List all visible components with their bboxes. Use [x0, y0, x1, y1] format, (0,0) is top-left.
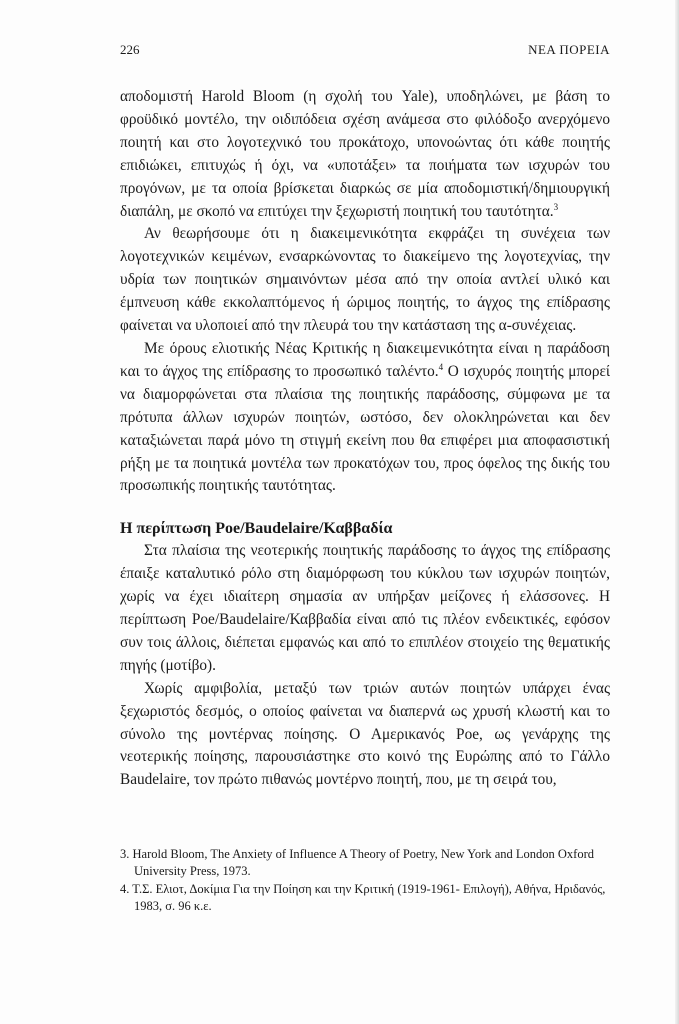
running-head: [120, 42, 610, 60]
paragraph: [120, 678, 610, 793]
paragraph-text: Ο ισχυρός ποιητής μπορεί να διαμορφώνεται στα πλαίσια της ποιητικής παράδοσης, σύμφωνα με τα πρότυπα άλλων ισχυρών ποιητών, ωστόσο, δεν ολοκληρώνεται και δεν καταξιώνεται παρά μόνο τη στιγμή εκείνη που θα επιφέρει μια αποφασιστική ρήξη με τα ποιητικά μοντέλα των προκατόχων του, προς όφελος της δικής του προσωπικής ποιητικής ταυτότητας.: [120, 362, 610, 495]
page-edge-shadow: [675, 0, 679, 1024]
section-heading-prefix: Η περίπτωση: [120, 520, 216, 538]
paragraph: [120, 540, 610, 677]
paragraph: [120, 223, 610, 338]
footnotes: [120, 846, 610, 916]
paragraph-text: Αν θεωρήσουμε ότι η διακειμενικότητα εκφράζει τη συνέχεια των λογοτεχνικών κειμένων, ενσαρκώνοντας το διακείμενο της λογοτεχνίας, την υδρία των ποιητικών σημαινόντων μέσα από την οποία αντλεί υλικό και έμπνευση κάθε εκκολαπτόμενος ή ώριμος ποιητής, το άγχος της επίδρασης φαίνεται να υλοποιεί από την πλευρά του την κατάσταση της α-συνέχειας.: [120, 225, 610, 335]
footnote-ref: 4: [438, 361, 444, 372]
paragraph-continued: [120, 86, 610, 223]
section-heading: [120, 518, 610, 540]
paragraph-text: Χωρίς αμφιβολία, μεταξύ των τριών αυτών ποιητών υπάρχει ένας ξεχωριστός δεσμός, ο οποίος φαίνεται να διαπερνά ως χρυσή κλωστή και το σύνολο της μοντέρνας ποίησης. Ο Αμερικανός Poe, ως γενάρχης της νεοτερικής ποίησης, παρουσιάστηκε στο κοινό της Ευρώπης από το Γάλλο Baudelaire, τον πρώτο πιθανώς μοντέρνο ποιητή, που, με τη σειρά του,: [120, 679, 610, 789]
footnote: 4. Τ.Σ. Ελιοτ, Δοκίμια Για την Ποίηση και την Κριτική (1919-1961- Επιλογή), Αθήνα, Ηριδανός, 1983, σ. 96 κ.ε.: [120, 882, 606, 913]
footnote-ref: 3: [553, 201, 559, 212]
body-text: [120, 86, 610, 792]
footnote: 3. Harold Bloom, The Anxiety of Influence A Theory of Poetry, New York and London Oxford University Press, 1973.: [120, 847, 595, 878]
paragraph-text: Στα πλαίσια της νεοτερικής ποιητικής παράδοσης το άγχος της επίδρασης έπαιξε καταλυτικό ρόλο στη διαμόρφωση του κύκλου των ισχυρών ποιητών, χωρίς να έχει ιδιαίτερη σημασία αν υπήρξαν μείζονες ή ελάσσονες. Η περίπτωση Poe/Baudelaire/Καββαδία είναι από τις πλέον ενδεικτικές, εφόσον συν τοις άλλοις, διέπεται εμφανώς και από το επιπλέον στοιχείο της θεματικής πηγής (μοτίβο).: [120, 542, 610, 674]
section-heading-main: Poe/Baudelaire/Καββαδία: [215, 520, 393, 538]
paragraph-text: Με όρους ελιοτικής Νέας Κριτικής η διακειμενικότητα είναι η παράδοση και το άγχος της επίδρασης το προσωπικό ταλέντο.: [120, 339, 610, 380]
page-number: 226: [120, 42, 140, 57]
running-title: ΝΕΑ ΠΟΡΕΙΑ: [528, 42, 610, 57]
paragraph-text: αποδομιστή Harold Bloom (η σχολή του Yale), υποδηλώνει, με βάση το φροϋδικό μοντέλο, την οιδιπόδεια σχέση ανάμεσα στο φιλόδοξο ανερχόμενο ποιητή και στο λογοτεχνικό του προκάτοχο, υπονοώντας ότι κάθε ποιητής επιδιώκει, επιτυχώς ή όχι, να «υποτάξει» τα ποιήματα των ισχυρών του προγόνων, με τα οποία βρίσκεται διαρκώς σε μία αποδομιστική/δημιουργική διαπάλη, με σκοπό να επιτύχει την ξεχωριστή ποιητική του ταυτότητα.: [120, 88, 610, 220]
paragraph: [120, 338, 610, 498]
